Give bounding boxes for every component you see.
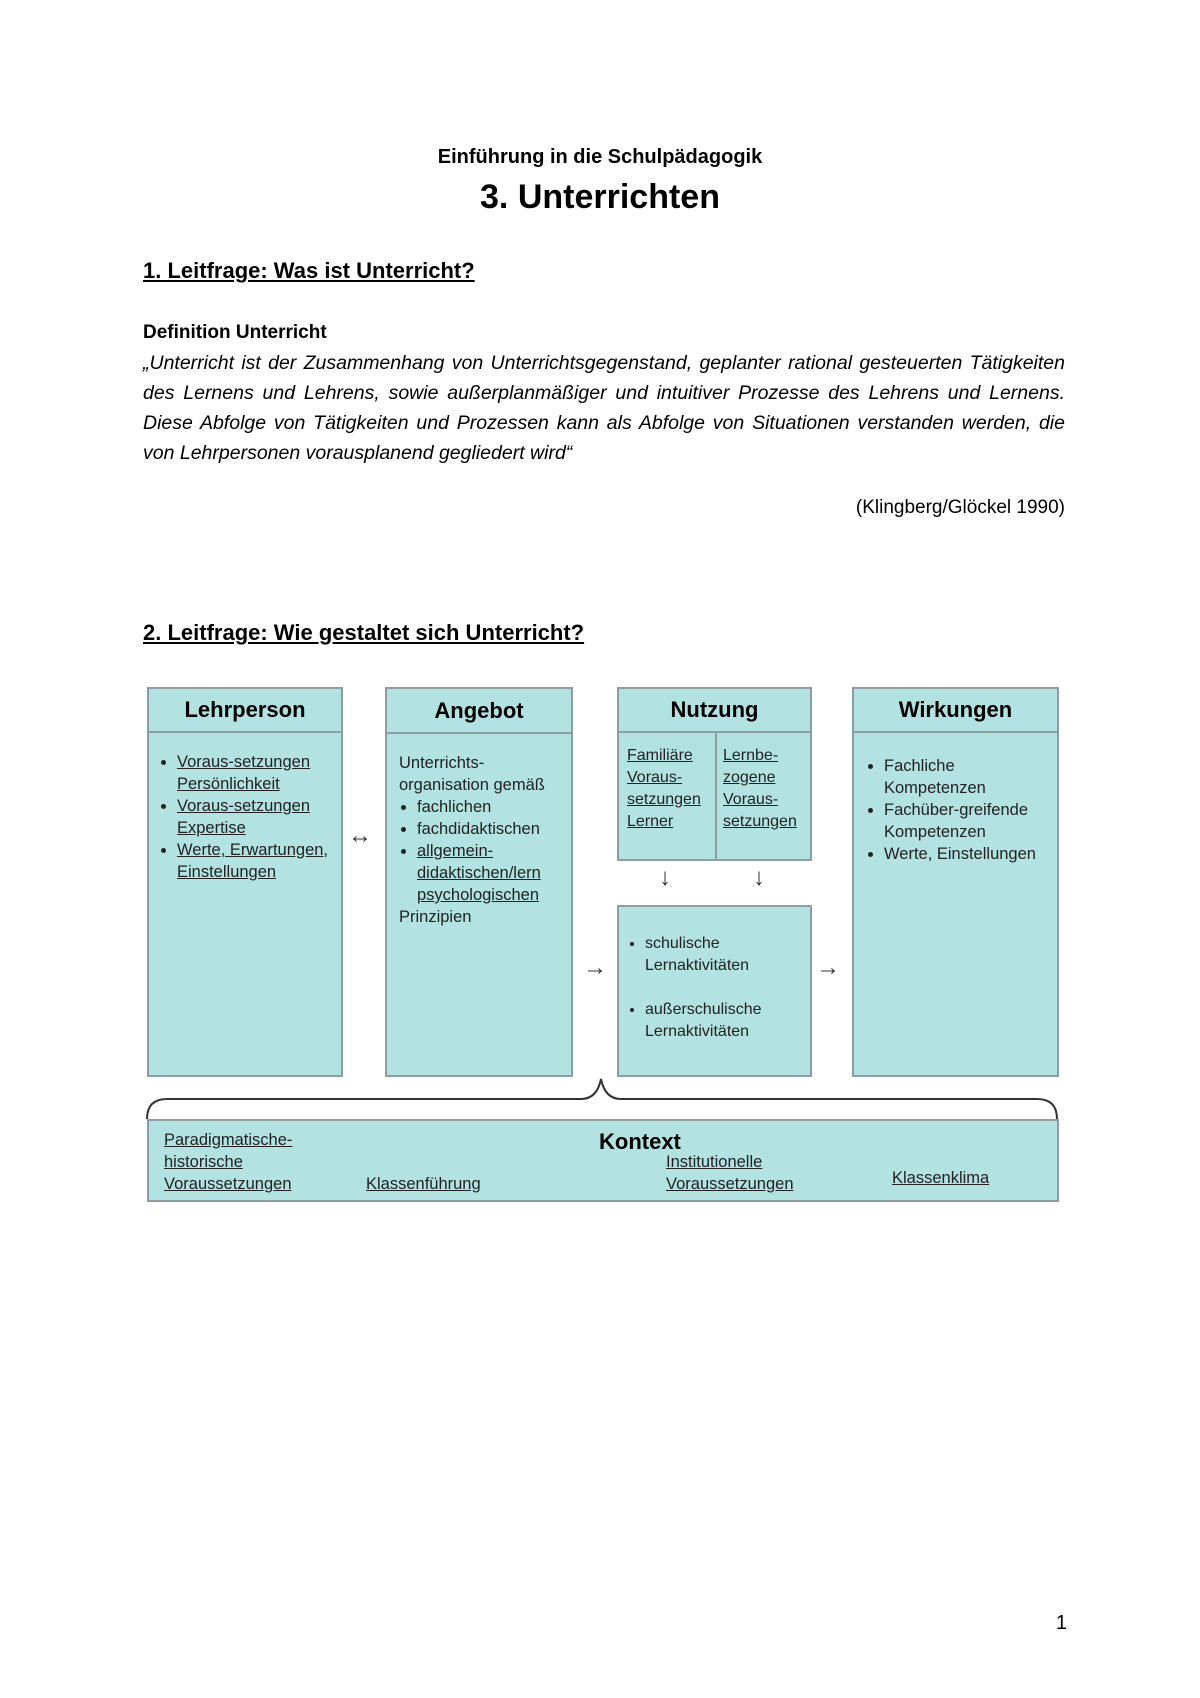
definition-quote: „Unterricht ist der Zusammenhang von Unterrichtsgegenstand, geplanter rational gesteuerten Tätigkeiten des Lernens und Lehrens, sowie außerplanmäßiger und intuitiver Prozesse des Lehrens und Lernens. Diese Abfolge von Tätigkeiten und Prozessen kann als Abfolge von Situationen verstanden werden, die von Lehrpersonen vorausplanend gegliedert wird“ (143, 352, 1065, 464)
nutzung-divider (715, 731, 717, 859)
guiding-question-2: 2. Leitfrage: Wie gestaltet sich Unterricht? (143, 620, 585, 645)
right-arrow-icon: → (583, 954, 607, 981)
nutzung-box (617, 687, 812, 861)
lehrperson-title: Lehrperson (149, 689, 341, 733)
course-title: Einführung in die Schulpädagogik (437, 146, 763, 168)
right-arrow-icon: → (816, 954, 840, 981)
angebot-item: • fachlichen (417, 796, 565, 818)
kontext-item-institutional: Institutionelle Voraussetzungen (666, 1153, 794, 1193)
nutzung-learning-prereq: Lernbe-zogene Voraus-setzungen (723, 747, 797, 830)
angebot-item: • fachdidaktischen (417, 818, 565, 840)
learning-activities-list (625, 933, 805, 1043)
nutzung-title: Nutzung (619, 689, 810, 733)
lehrperson-item: • Werte, Erwartungen, Einstellungen (177, 839, 335, 883)
lehrperson-list (155, 751, 335, 883)
citation: (Klingberg/Glöckel 1990) (855, 497, 1065, 518)
wirkungen-box (852, 687, 1059, 1077)
angebot-content (399, 752, 565, 928)
chapter-title: 3. Unterrichten (480, 178, 720, 216)
kontext-item-historical: Paradigmatische-historische Voraussetzungen (164, 1131, 293, 1193)
down-arrow-icon: ↓ (753, 864, 765, 891)
wirkungen-title: Wirkungen (854, 689, 1057, 733)
lehrperson-item: • Voraus-setzungen Persönlichkeit (177, 751, 335, 795)
page-number: 1 (1055, 1612, 1067, 1634)
kontext-box (147, 1119, 1059, 1202)
definition-heading: Definition Unterricht (143, 322, 327, 343)
kontext-title: Kontext (599, 1129, 681, 1154)
lehrperson-item: • Voraus-setzungen Expertise (177, 795, 335, 839)
angebot-box (385, 687, 573, 1077)
angebot-item: • allgemein-didaktischen/lern psychologischen (417, 840, 565, 906)
context-brace (145, 1075, 1061, 1121)
lehrperson-box (147, 687, 343, 1077)
angebot-title: Angebot (387, 689, 571, 734)
double-arrow-icon: ↔ (348, 822, 372, 849)
angebot-intro: Unterrichts-organisation gemäß (399, 754, 545, 794)
nutzung-familiar-prereq: Familiäre Voraus-setzungen Lerner (627, 747, 701, 830)
angebot-outro: Prinzipien (399, 908, 472, 926)
guiding-question-1: 1. Leitfrage: Was ist Unterricht? (143, 258, 475, 283)
wirkungen-item: • Fachüber-greifende Kompetenzen (884, 799, 1052, 843)
kontext-item-classroom-management: Klassenführung (366, 1175, 481, 1193)
kontext-item-class-climate: Klassenklima (892, 1169, 990, 1187)
wirkungen-item: • Werte, Einstellungen (884, 843, 1052, 865)
wirkungen-item: • Fachliche Kompetenzen (884, 755, 1052, 799)
activity-item: • schulische Lernaktivitäten (645, 933, 805, 977)
activity-item: • außerschulische Lernaktivitäten (645, 999, 805, 1043)
learning-activities-box (617, 905, 812, 1077)
down-arrow-icon: ↓ (659, 864, 671, 891)
wirkungen-list (862, 755, 1052, 865)
